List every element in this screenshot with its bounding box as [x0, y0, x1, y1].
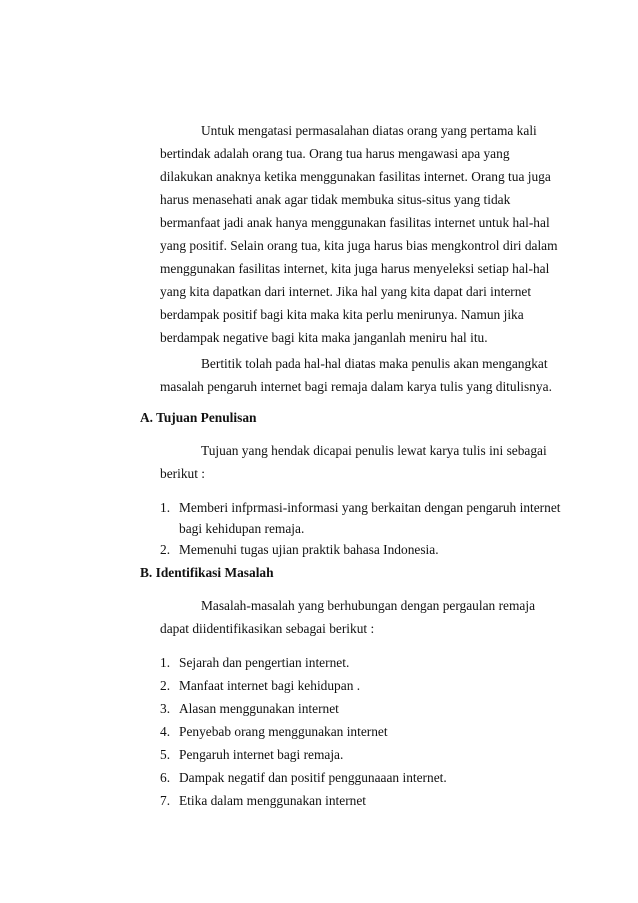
section-b-intro: Masalah-masalah yang berhubungan dengan pergaulan remaja — [201, 598, 536, 613]
paragraph-1-line: harus menasehati anak agar tidak membuka situs-situs yang tidak — [160, 192, 511, 207]
list-item: Sejarah dan pengertian internet. — [179, 655, 350, 670]
list-item-number: 2. — [160, 542, 171, 557]
paragraph-2-line: Bertitik tolah pada hal-hal diatas maka penulis akan mengangkat — [201, 356, 548, 371]
paragraph-1-line: Untuk mengatasi permasalahan diatas orang yang pertama kali — [201, 123, 537, 138]
section-a-intro: Tujuan yang hendak dicapai penulis lewat karya tulis ini sebagai — [201, 443, 547, 458]
list-item-number: 5. — [160, 747, 171, 762]
paragraph-1-line: yang kita dapatkan dari internet. Jika hal yang kita dapat dari internet — [160, 284, 532, 299]
list-item: Penyebab orang menggunakan internet — [179, 724, 388, 739]
list-item: Dampak negatif dan positif penggunaaan internet. — [179, 770, 447, 785]
list-item: Etika dalam menggunakan internet — [179, 793, 367, 808]
section-b-heading: B. Identifikasi Masalah — [140, 565, 274, 580]
list-item: Alasan menggunakan internet — [179, 701, 339, 716]
list-item-number: 1. — [160, 655, 171, 670]
list-item: Pengaruh internet bagi remaja. — [179, 747, 344, 762]
section-b-intro: dapat diidentifikasikan sebagai berikut : — [160, 621, 375, 636]
section-a-heading: A. Tujuan Penulisan — [140, 410, 257, 425]
list-item-number: 7. — [160, 793, 171, 808]
paragraph-1-line: bermanfaat jadi anak hanya menggunakan fasilitas internet untuk hal-hal — [160, 215, 550, 230]
paragraph-1-line: yang positif. Selain orang tua, kita juga harus bias mengkontrol diri dalam — [160, 238, 558, 253]
paragraph-1-line: berdampak negative bagi kita maka janganlah meniru hal itu. — [160, 330, 488, 345]
list-item-number: 6. — [160, 770, 171, 785]
list-item-number: 1. — [160, 500, 171, 515]
list-item: Memberi infprmasi-informasi yang berkaitan dengan pengaruh internet — [179, 500, 561, 515]
list-item-number: 3. — [160, 701, 171, 716]
list-item-number: 2. — [160, 678, 171, 693]
list-item: Manfaat internet bagi kehidupan . — [179, 678, 361, 693]
list-item-number: 4. — [160, 724, 171, 739]
list-item: bagi kehidupan remaja. — [179, 521, 305, 536]
list-item: Memenuhi tugas ujian praktik bahasa Indonesia. — [179, 542, 439, 557]
paragraph-1-line: berdampak positif bagi kita maka kita perlu menirunya. Namun jika — [160, 307, 524, 322]
paragraph-2-line: masalah pengaruh internet bagi remaja dalam karya tulis yang ditulisnya. — [160, 379, 552, 394]
paragraph-1-line: dilakukan anaknya ketika menggunakan fasilitas internet. Orang tua juga — [160, 169, 551, 184]
section-a-intro: berikut : — [160, 466, 205, 481]
paragraph-1-line: bertindak adalah orang tua. Orang tua harus mengawasi apa yang — [160, 146, 510, 161]
paragraph-1-line: menggunakan fasilitas internet, kita juga harus menyeleksi setiap hal-hal — [160, 261, 550, 276]
